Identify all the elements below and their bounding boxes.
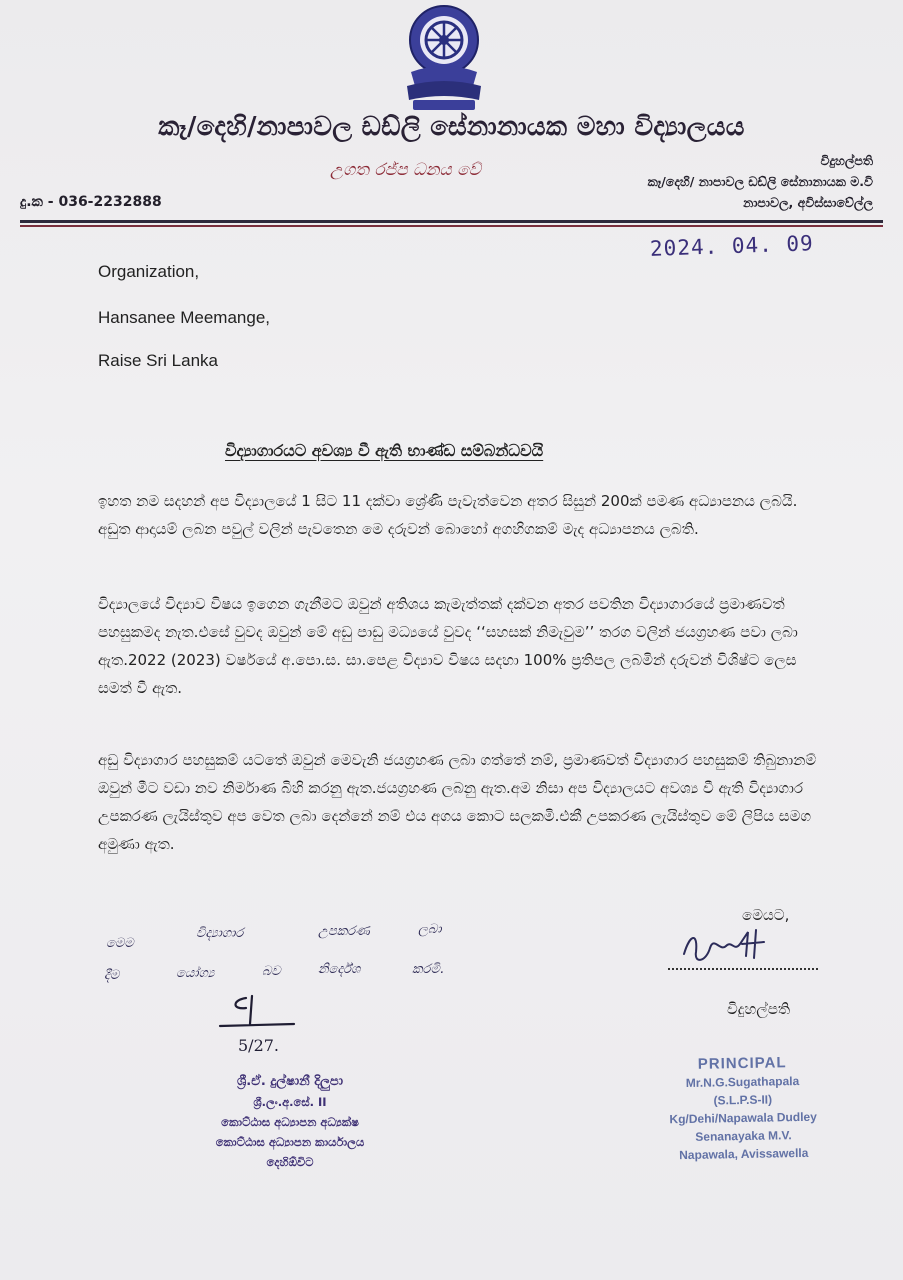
phone-number: දු.ක - 036-2232888 bbox=[20, 194, 162, 210]
handwritten-word: දීම bbox=[104, 968, 120, 983]
addressee-line: Organization, bbox=[98, 262, 200, 281]
stamp-line: Mr.N.G.Sugathapala bbox=[685, 1074, 800, 1090]
handwritten-word: මෙම bbox=[106, 936, 134, 951]
letter-subject: විද්‍යාගාරයට අවශ්‍ය වී ඇති භාණ්ඩ සම්බන්ධවයි bbox=[225, 441, 544, 460]
officer-signature-icon bbox=[212, 992, 302, 1032]
handwritten-date: 5/27. bbox=[238, 1036, 280, 1055]
header-divider bbox=[20, 220, 883, 223]
school-location: නාපාවල, අවිස්සාවේල්ල bbox=[743, 195, 873, 210]
principal-signature-icon bbox=[676, 922, 786, 970]
stamp-line: දෙහිඕවිට bbox=[266, 1155, 314, 1169]
body-paragraph: අඩු විද්‍යාගාර පහසුකම් යටතේ ඔවුන් මෙවැනි ජයග්‍රහණ ලබා ගත්තේ නම්, ප්‍රමාණවත් විද්‍යාගාර පහසුකම් තිබුනානම් ඔවුන් මීට වඩා නව නිර්මාණ බිහි කරනු ඇත.ජයග්‍රහණ ලබනු ඇත.අම නිසා අප විද්‍යාලයට අවශ්‍ය වී ඇති විද්‍යාගාර උපකරණ ලැයිස්තුව අප වෙත ලබා දෙන්නේ නම් එය අගය කොට සලකමි.එකී උපකරණ ලැයිස්තුව මේ ලිපිය සමග අමුණා ඇත. bbox=[98, 751, 817, 853]
signature-line bbox=[668, 968, 818, 970]
addressee-line: Raise Sri Lanka bbox=[98, 351, 219, 370]
body-paragraph: විද්‍යාලයේ විද්‍යාව විෂය ඉගෙන ගැනීමට ඔවුන් අතිශය කැමැත්තක් දක්වන අතර පවතින විද්‍යාගාරයේ ප්‍රමාණවත් පහසුකමද නැත.එසේ වුවද ඔවුන් මේ අඩු පාඩු මධ්‍යයේ වුවද ‘‘සහසක් නිමැවුම’’ තරග වලින් ජයග්‍රහණ පවා ලබා ඇත.2022 (2023) වර්ෂයේ අ.පො.ස. සා.පෙළ විද්‍යාව විෂය සදහා 100% ප්‍රතිපල ලබමින් දරුවන් විශිෂ්ට ලෙස සමත් වී ඇත. bbox=[98, 595, 798, 697]
stamp-line: PRINCIPAL bbox=[697, 1054, 787, 1073]
letterhead-right-block bbox=[648, 150, 873, 213]
handwritten-word: විද්‍යාගාර bbox=[196, 926, 244, 941]
body-paragraph: ඉහත නම සදහන් අප විද්‍යාලයේ 1 සිට 11 දක්වා ශ්‍රේණි පැවැත්වෙන අතර සිසුන් 200ක් පමණ අධ්‍යාපනය ලබයි. අඩුත ආදායම් ලබන පවුල් වලින් පැවතෙන මෙ දරුවන් බොහෝ අගහිගකම් මැද අධ්‍යාපනය ලබති. bbox=[98, 492, 798, 538]
handwritten-word: කරමි. bbox=[412, 962, 444, 977]
school-crest-icon bbox=[403, 4, 485, 112]
addressee-line: Hansanee Meemange, bbox=[98, 308, 271, 327]
handwritten-word: උපකරණ bbox=[318, 924, 370, 939]
header-divider-accent bbox=[20, 225, 883, 227]
officer-stamp bbox=[190, 1072, 390, 1172]
letter-date: 2024. 04. 09 bbox=[649, 231, 815, 261]
stamp-line: කොට්ඨාස අධ්‍යාපන අධ්‍යක්ෂ bbox=[221, 1115, 359, 1129]
stamp-line: Kg/Dehi/Napawala Dudley bbox=[669, 1109, 817, 1127]
stamp-line: ශ්‍රී.ලං.අ.සේ. II bbox=[253, 1095, 327, 1109]
handwritten-word: නිර්දේශ bbox=[318, 962, 361, 977]
stamp-line: කොට්ඨාස අධ්‍යාපන කාර්යාලය bbox=[215, 1135, 365, 1149]
principal-stamp bbox=[647, 1053, 839, 1164]
principal-title: විදුහල්පති bbox=[820, 153, 873, 168]
closing-greeting: මෙයට, bbox=[742, 906, 790, 924]
stamp-line: (S.L.P.S-II) bbox=[713, 1092, 773, 1108]
school-short-name: කෑ/දෙහි/ නාපාවල ඩඩ්ලි සේනානායක ම.වි bbox=[647, 174, 873, 189]
stamp-line: Senanayaka M.V. bbox=[695, 1128, 792, 1144]
school-motto: උගත රජ්ප ධනය වේ bbox=[330, 160, 481, 180]
signatory-title: විදුහල්පති bbox=[727, 1000, 791, 1018]
stamp-line: Napawala, Avissawella bbox=[679, 1145, 809, 1163]
school-name: කෑ/දෙහි/නාපාවල ඩඩ්ලි සේනානායක මහා විද්‍යාලයය bbox=[158, 112, 745, 142]
handwritten-word: ලබා bbox=[418, 922, 442, 937]
stamp-line: ශ්‍රී.ඒ. දුල්ෂානී දිලුපා bbox=[236, 1074, 344, 1089]
handwritten-word: බව bbox=[262, 964, 281, 979]
handwritten-word: යෝග්‍ය bbox=[176, 966, 215, 981]
